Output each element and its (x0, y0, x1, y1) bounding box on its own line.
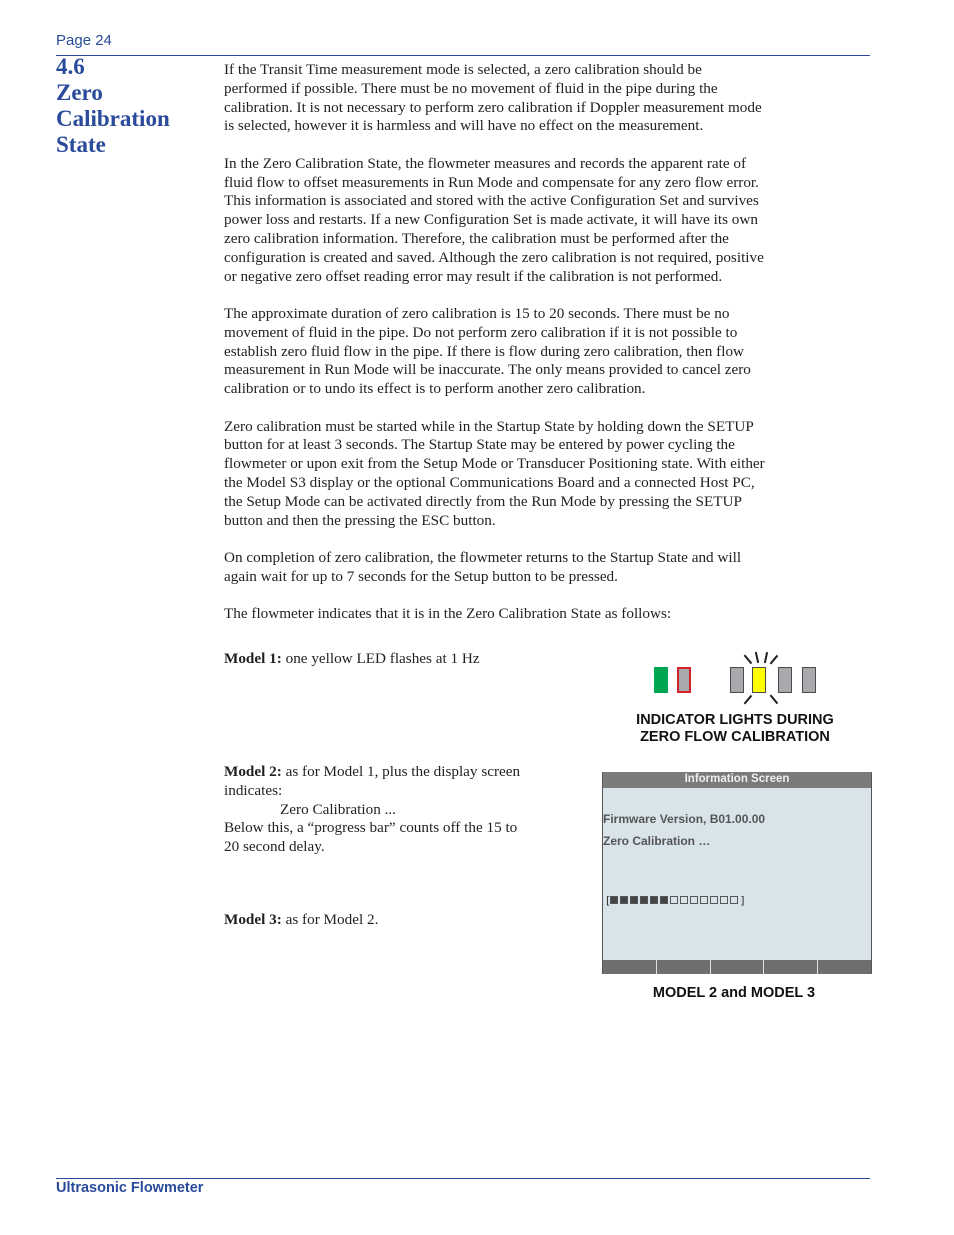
page-number: Page 24 (56, 32, 112, 49)
grey-led (802, 667, 816, 693)
screen-title: Information Screen (603, 772, 871, 788)
progress-cell-filled (610, 896, 618, 904)
progress-cell-filled (640, 896, 648, 904)
model-2-text: as for Model 1, plus the display screen indicates: (224, 763, 521, 799)
progress-cells (610, 894, 740, 907)
progress-cell-empty (670, 896, 678, 904)
flash-ray (744, 695, 752, 704)
progress-cell-filled (630, 896, 638, 904)
progress-cell-empty (700, 896, 708, 904)
footer-title: Ultrasonic Flowmeter (56, 1180, 204, 1196)
progress-close-bracket: ] (740, 894, 745, 907)
grey-led (730, 667, 744, 693)
section-heading (56, 54, 206, 158)
paragraph: On completion of zero calibration, the flowmeter returns to the Startup State and will again wait for up to 7 seconds for the Setup button to be pressed. (224, 548, 742, 585)
paragraph: Zero calibration must be started while in the Startup State by holding down the SETUP button for at least 3 seconds. The Startup State may be entered by power cycling the flowmeter or upon exit from the Setup Mode or Transducer Positioning state. With either the Model S3 display or the optional Communications Board and a connected Host PC, the Setup Mode can be activated directly from the Run Mode by pressing the SETUP button and then the pressing the ESC button. (224, 417, 765, 529)
body-text (224, 61, 872, 642)
soft-key[interactable] (764, 960, 817, 974)
red-led (677, 667, 691, 693)
footer-rule (56, 1178, 870, 1179)
paragraph: The flowmeter indicates that it is in the Zero Calibration State as follows: (224, 605, 672, 623)
soft-key[interactable] (818, 960, 871, 974)
model-2-label: Model 2: (224, 763, 282, 780)
progress-open-bracket: [ (606, 894, 611, 907)
indicator-lights-figure (640, 650, 840, 710)
progress-cell-empty (680, 896, 688, 904)
model-2-indicated-text: Zero Calibration ... (280, 800, 396, 818)
paragraph: The approximate duration of zero calibration is 15 to 20 seconds. There must be no movement of fluid in the pipe. Do not perform zero calibration if it is not possible to establish zero fluid flow in the pipe. If there is flow during zero calibration, then flow measurement in Run Mode will be inaccurate. The only means provided to cancel zero calibration or to undo its effect is to perform another zero calibration. (224, 304, 751, 398)
zero-calibration-line: Zero Calibration … (603, 834, 711, 848)
progress-bar (606, 894, 745, 907)
progress-cell-filled (650, 896, 658, 904)
flash-ray (770, 695, 778, 704)
progress-cell-empty (720, 896, 728, 904)
soft-key[interactable] (711, 960, 764, 974)
model-2-after-text: Below this, a “progress bar” counts off the 15 to 20 second delay. (224, 819, 518, 856)
paragraph: In the Zero Calibration State, the flowmeter measures and records the apparent rate of fluid flow to offset measurements in Run Mode and compensate for any zero flow error. This information is associated and stored with the active Configuration Set and survives power loss and restarts. If a new Configuration Set is made activate, it will have its own zero calibration information. Therefore, the calibration must be performed after the configuration is created and saved. Although the zero calibration is not required, positive or negative zero offset reading error may result if the calibration is not performed. (224, 154, 764, 285)
model-1-text: one yellow LED flashes at 1 Hz (281, 650, 480, 667)
progress-cell-filled (660, 896, 668, 904)
green-led (654, 667, 668, 693)
caption-line: ZERO FLOW CALIBRATION (640, 729, 830, 745)
section-title-line: Zero (56, 80, 103, 105)
flash-ray (764, 652, 768, 663)
yellow-led (752, 667, 766, 693)
flash-ray (744, 655, 752, 664)
flash-ray (770, 655, 778, 664)
model-1-description (224, 650, 554, 669)
indicator-lights-caption (600, 712, 870, 746)
caption-line: INDICATOR LIGHTS DURING (636, 712, 834, 728)
progress-cell-empty (710, 896, 718, 904)
soft-key[interactable] (603, 960, 656, 974)
firmware-version-line: Firmware Version, B01.00.00 (603, 812, 766, 826)
grey-led (778, 667, 792, 693)
model-3-description (224, 911, 554, 930)
model-3-label: Model 3: (224, 911, 282, 928)
section-number: 4.6 (56, 54, 85, 79)
flash-ray (755, 652, 759, 663)
screen-caption: MODEL 2 and MODEL 3 (652, 985, 816, 1001)
soft-key[interactable] (657, 960, 710, 974)
model-2-description (224, 763, 534, 857)
paragraph: If the Transit Time measurement mode is selected, a zero calibration should be performed if possible. There must be no movement of fluid in the pipe during the calibration. It is not necessary to perform zero calibration if Doppler measurement mode is selected, however it is harmless and will have no effect on the measurement. (224, 61, 762, 135)
information-screen (602, 772, 872, 974)
section-title-line: State (56, 132, 106, 157)
section-title-line: Calibration (56, 106, 170, 131)
model-3-text: as for Model 2. (281, 911, 379, 928)
model-1-label: Model 1: (224, 650, 282, 667)
progress-cell-empty (690, 896, 698, 904)
progress-cell-empty (730, 896, 738, 904)
progress-cell-filled (620, 896, 628, 904)
soft-key-bar (603, 960, 871, 974)
